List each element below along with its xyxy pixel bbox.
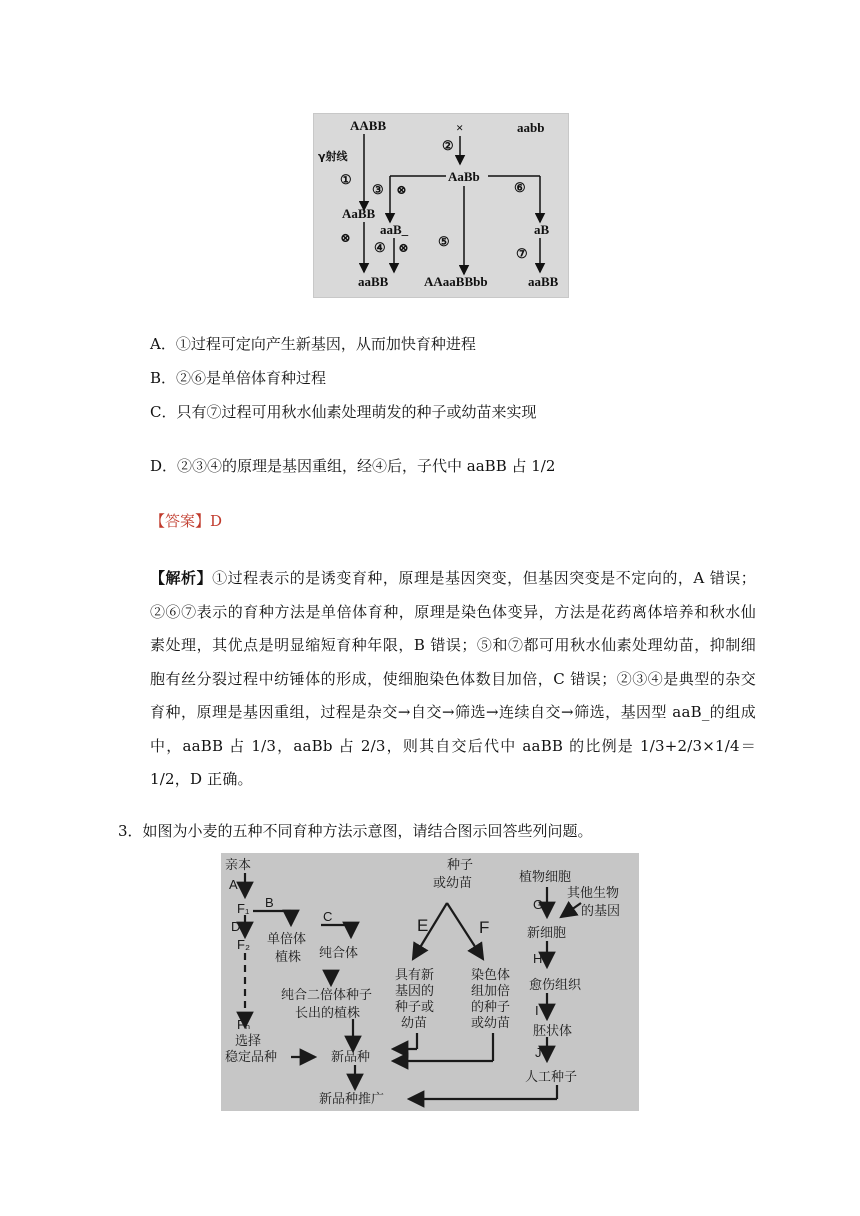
label-newgene-2: 基因的 [395, 984, 435, 999]
genotype-aabb-mutant: AaBB [342, 206, 376, 221]
label-haploid-2: 植株 [275, 950, 302, 965]
label-a: A [229, 877, 238, 892]
analysis-label: 【解析】 [150, 569, 213, 587]
gamma-ray-label: γ射线 [318, 150, 348, 163]
answer-value: D [210, 512, 223, 530]
label-pure-plant-2: 长出的植株 [295, 1006, 361, 1021]
label-newgene-4: 幼苗 [401, 1016, 428, 1031]
label-doubled-1: 染色体 [471, 968, 511, 983]
step-4: ④ [374, 240, 386, 255]
question-3: 3．如图为小麦的五种不同育种方法示意图，请结合图示回答些列问题。 [118, 822, 593, 840]
genotype-aabb-top: AABB [350, 118, 387, 133]
label-parent: 亲本 [225, 858, 252, 873]
label-pure-plant-1: 纯合二倍体种子 [281, 988, 373, 1003]
label-doubled-3: 的种子 [471, 1000, 511, 1015]
label-artificial-seed: 人工种子 [525, 1070, 578, 1085]
analysis-text: ①过程表示的是诱变育种，原理是基因突变，但基因突变是不定向的，A 错误；②⑥⑦表示的育种方法是单倍体育种，原理是染色体变异，方法是花药离体培养和秋水仙素处理，其优点是明显缩短育种年限，B 错误；⑤和⑦都可用秋水仙素处理幼苗，抑制细胞有丝分裂过程中纺锤体的形成，使细胞染色体数目加倍，C 错误；②③④是典型的杂交育种，原理是基因重组，过程是杂交→自交→筛选→连续自交→筛选，基因型 aaB_的组成中，aaBB 占 1/3，aaBb 占 2/3，则其自交后代中 aaBB 的比例是 1/3+2/3×1/4＝1/2，D 正确。 [150, 569, 756, 788]
self-cross-symbol-4: ⊗ [398, 240, 409, 255]
step-3: ③ [372, 182, 384, 197]
option-c: C．只有⑦过程可用秋水仙素处理萌发的种子或幼苗来实现 [150, 403, 537, 421]
label-seed-2: 或幼苗 [433, 876, 473, 891]
label-b: B [265, 895, 274, 910]
label-callus: 愈伤组织 [529, 978, 582, 993]
breeding-methods-diagram [221, 853, 639, 1111]
cross-symbol: × [456, 120, 464, 135]
label-new-cell: 新细胞 [527, 926, 567, 941]
option-d: D．②③④的原理是基因重组，经④后，子代中 aaBB 占 1/2 [150, 457, 556, 475]
label-g: G [533, 897, 544, 912]
label-other-1: 其他生物 [567, 886, 620, 901]
self-cross-symbol-3: ⊗ [396, 182, 407, 197]
step-2: ② [442, 138, 454, 153]
label-haploid-1: 单倍体 [267, 932, 307, 947]
step-1: ① [340, 172, 352, 187]
step-6: ⑥ [514, 180, 526, 195]
genotype-aaaabbbb: AAaaBBbb [424, 274, 488, 289]
label-promote: 新品种推广 [319, 1092, 385, 1107]
genotype-aabb-right: aabb [517, 120, 545, 135]
genotype-aabb-mid: AaBb [448, 169, 480, 184]
genotype-ab: aB [534, 222, 550, 237]
label-i: I [535, 1003, 539, 1018]
label-doubled-4: 或幼苗 [471, 1016, 511, 1031]
answer [150, 510, 222, 531]
step-5: ⑤ [438, 234, 450, 249]
genotype-aab-blank: aaB_ [380, 222, 409, 237]
label-f1: F₁ [237, 901, 250, 916]
self-cross-symbol-1: ⊗ [340, 230, 351, 245]
step-7: ⑦ [516, 246, 528, 261]
label-c: C [323, 909, 333, 924]
label-f2: F₂ [237, 937, 250, 952]
label-newgene-1: 具有新 [395, 968, 435, 983]
label-other-2: 的基因 [581, 904, 621, 919]
label-h: H [533, 951, 543, 966]
label-fn: Fₙ [237, 1017, 251, 1032]
label-e: E [417, 916, 429, 935]
label-seed-1: 种子 [447, 858, 474, 873]
label-new-variety: 新品种 [331, 1050, 371, 1065]
label-pure: 纯合体 [319, 946, 359, 961]
label-j: J [535, 1045, 542, 1060]
label-d: D [231, 919, 241, 934]
label-stable: 稳定品种 [225, 1050, 278, 1065]
genotype-aabb-out-1: aaBB [358, 274, 389, 289]
option-b: B．②⑥是单倍体育种过程 [150, 369, 327, 387]
label-newgene-3: 种子或 [395, 1000, 435, 1015]
label-plant-cell: 植物细胞 [519, 870, 572, 885]
label-f: F [479, 918, 490, 937]
answer-label: 【答案】 [150, 512, 211, 530]
label-select: 选择 [235, 1034, 262, 1049]
label-embryoid: 胚状体 [533, 1024, 573, 1039]
genotype-aabb-out-3: aaBB [528, 274, 559, 289]
analysis [150, 562, 756, 797]
option-a: A．①过程可定向产生新基因，从而加快育种进程 [150, 335, 476, 353]
breeding-diagram-1 [313, 113, 569, 298]
label-doubled-2: 组加倍 [471, 984, 511, 999]
